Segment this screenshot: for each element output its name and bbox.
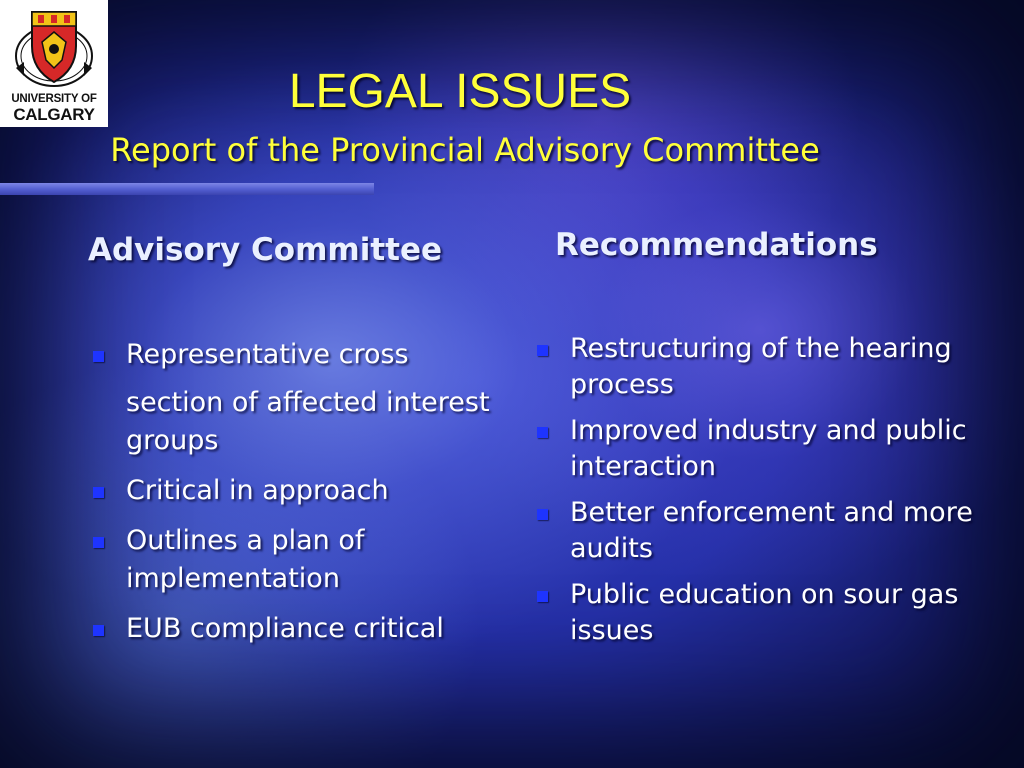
logo-text-calgary: CALGARY	[13, 105, 95, 124]
square-bullet-icon	[93, 351, 104, 362]
list-item-text: Critical in approach	[126, 475, 389, 506]
title-divider-bar	[0, 183, 374, 195]
crest-icon	[10, 4, 98, 94]
logo-text-university-of: UNIVERSITY OF	[11, 93, 97, 105]
square-bullet-icon	[93, 537, 104, 548]
list-item	[534, 331, 974, 403]
square-bullet-icon	[93, 487, 104, 498]
square-bullet-icon	[537, 427, 548, 438]
university-logo	[0, 0, 108, 127]
list-item	[90, 336, 510, 460]
right-column-heading: Recommendations	[555, 227, 878, 263]
list-item-text-line1: Representative cross	[126, 339, 409, 370]
list-item-text-line2: section of affected interest groups	[126, 387, 490, 456]
advisory-committee-list	[90, 336, 510, 660]
list-item-text: Improved industry and public interaction	[570, 415, 967, 482]
list-item	[90, 610, 510, 648]
square-bullet-icon	[537, 591, 548, 602]
list-item	[534, 413, 974, 485]
square-bullet-icon	[537, 509, 548, 520]
list-item	[534, 577, 974, 649]
left-column-heading: Advisory Committee	[88, 232, 443, 268]
list-item-text: Outlines a plan of implementation	[126, 525, 365, 594]
slide-subtitle: Report of the Provincial Advisory Committee	[110, 131, 820, 169]
square-bullet-icon	[537, 345, 548, 356]
list-item-text: Public education on sour gas issues	[570, 579, 959, 646]
slide-title: LEGAL ISSUES	[288, 65, 632, 118]
list-item	[90, 472, 510, 510]
square-bullet-icon	[93, 625, 104, 636]
list-item	[90, 522, 510, 598]
recommendations-list	[534, 331, 974, 659]
list-item-text: Restructuring of the hearing process	[570, 333, 952, 400]
list-item	[534, 495, 974, 567]
list-item-text: EUB compliance critical	[126, 613, 444, 644]
list-item-text: Better enforcement and more audits	[570, 497, 973, 564]
